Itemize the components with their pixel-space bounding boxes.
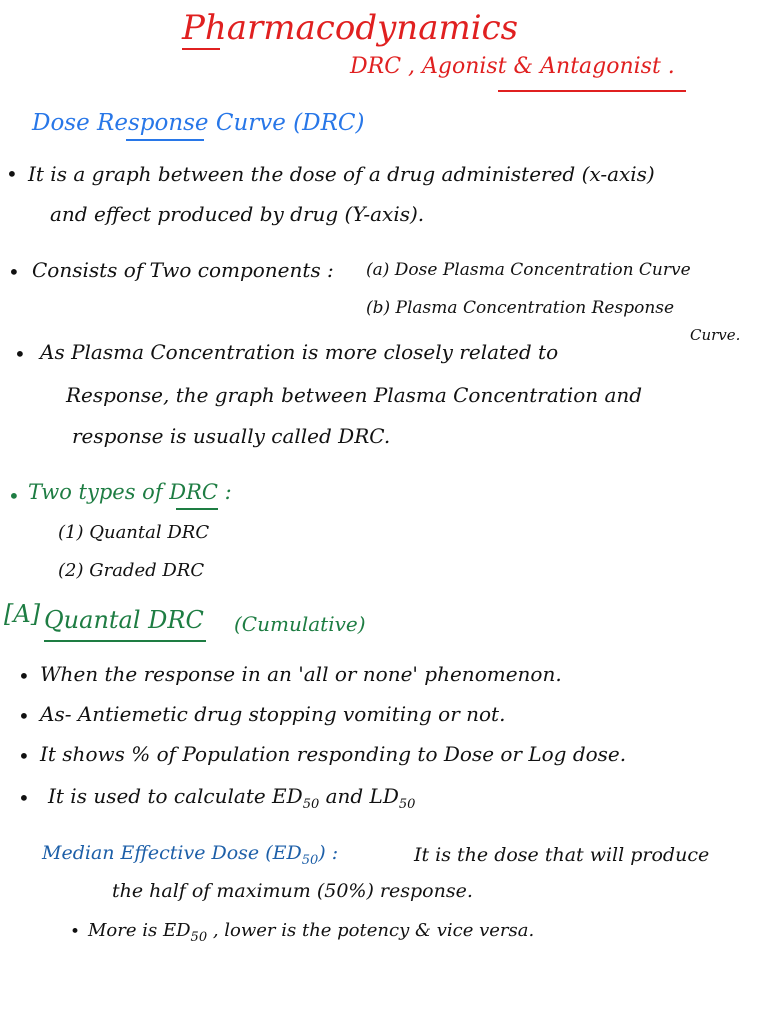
page-subtitle: DRC , Agonist & Antagonist . — [350, 54, 675, 79]
quantal-heading-underline — [44, 640, 206, 642]
quantal-note: (Cumulative) — [234, 612, 366, 636]
ed50-definition-line2: the half of maximum (50%) response. — [112, 880, 473, 902]
ed50-term-post: ) : — [318, 842, 339, 864]
drc-bullet1-line1: It is a graph between the dose of a drug administered (x-axis) — [28, 162, 655, 186]
types-item-quantal: (1) Quantal DRC — [58, 522, 210, 543]
drc-heading: Dose Response Curve (DRC) — [32, 110, 365, 136]
ed50-bullet-text: More is ED — [88, 920, 191, 941]
drc-heading-underline — [126, 139, 204, 141]
drc-bullet2-item-a: (a) Dose Plasma Concentration Curve — [366, 260, 691, 280]
quantal-bullet4 — [48, 784, 415, 812]
ld50-subscript: 50 — [398, 797, 416, 812]
bullet-dot: • — [18, 704, 30, 728]
quantal-bullet4-text: It is used to calculate ED — [48, 784, 303, 808]
ed50-bullet — [88, 920, 534, 945]
ed50-bullet-post: , lower is the potency & vice versa. — [207, 920, 535, 941]
drc-bullet2-item-b-cont: Curve. — [690, 326, 741, 344]
ed50-term-text: Median Effective Dose (ED — [42, 842, 302, 864]
types-heading: Two types of DRC : — [28, 480, 232, 504]
ed50-term-subscript: 50 — [301, 853, 319, 868]
bullet-dot: • — [18, 664, 30, 688]
quantal-bullet3: It shows % of Population responding to Dose or Log dose. — [40, 742, 627, 766]
ed50-bullet-subscript: 50 — [190, 930, 208, 945]
drc-bullet1-line2: and effect produced by drug (Y-axis). — [50, 202, 425, 226]
ed50-term — [42, 842, 338, 868]
bullet-dot: • — [8, 260, 20, 284]
drc-bullet3-line2: Response, the graph between Plasma Concentration and — [66, 383, 643, 407]
subtitle-underline — [498, 90, 686, 92]
quantal-heading: Quantal DRC — [44, 606, 204, 634]
quantal-bullet2: As- Antiemetic drug stopping vomiting or not. — [40, 702, 506, 726]
ed50-definition-line1: It is the dose that will produce — [414, 844, 710, 866]
ed50-subscript: 50 — [302, 797, 320, 812]
bullet-dot: • — [18, 744, 30, 768]
bullet-dot: • — [6, 162, 18, 186]
title-underline — [182, 48, 220, 50]
types-item-graded: (2) Graded DRC — [58, 560, 205, 581]
quantal-bullet4-mid: and LD — [319, 784, 399, 808]
page-title: Pharmacodynamics — [182, 8, 519, 48]
quantal-label: [A] — [4, 600, 41, 628]
bullet-dot: • — [18, 786, 30, 810]
bullet-dot: • — [14, 342, 26, 366]
bullet-dot: • — [70, 922, 81, 942]
drc-bullet2-main: Consists of Two components : — [32, 258, 334, 282]
types-heading-underline — [176, 508, 218, 510]
drc-bullet2-item-b: (b) Plasma Concentration Response — [366, 298, 675, 318]
drc-bullet3-line1: As Plasma Concentration is more closely related to — [40, 340, 559, 364]
bullet-dot: • — [8, 484, 20, 508]
drc-bullet3-line3: response is usually called DRC. — [72, 424, 391, 448]
quantal-bullet1: When the response in an 'all or none' phenomenon. — [40, 662, 562, 686]
